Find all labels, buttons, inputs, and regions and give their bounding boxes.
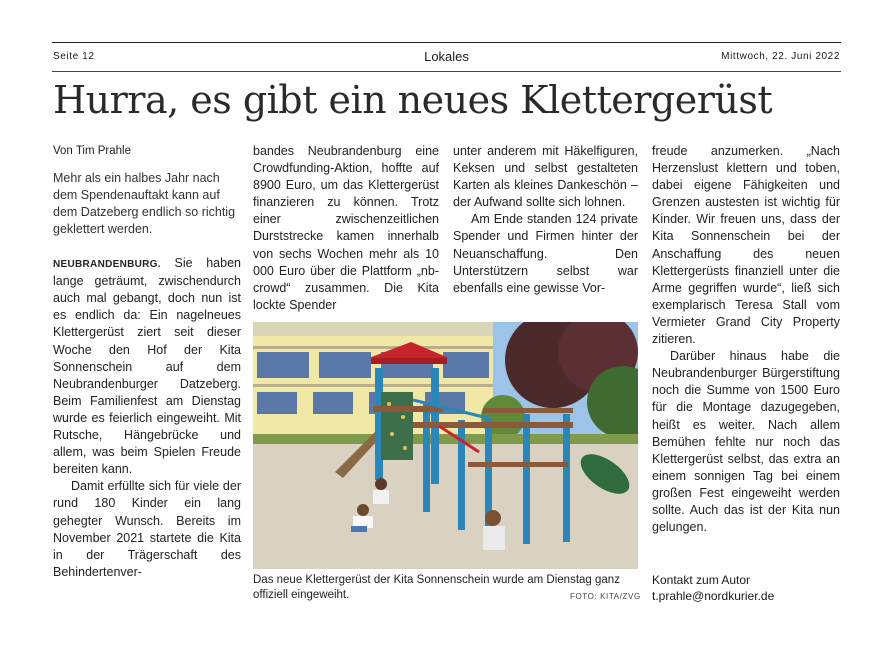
body-paragraph-2: Damit erfüllte sich für viele der rund 180 Kinder ein lang gehegter Wunsch. Bereits im November 2021 startete die Kita in der Trägerschaft des Behindertenver-: [53, 479, 241, 579]
body-paragraph-7: Darüber hinaus habe die Neubrandenburger Bürgerstiftung noch die Summe von 1500 Euro für die Montage dazugegeben, heißt es weiter. Nach allem Bemühen fehlte nur noch das Klettergerüst selbst, das extra an einem sonnigen Tag bei einem großen Fest eingeweiht werden sollte. Auch das ist der Kita nun gelungen.: [652, 349, 840, 535]
body-paragraph-1-text: Sie haben lange geträumt, zwischendurch auch mal gebangt, doch nun ist es endlich da: Ein nagelneues Klettergerüst ziert seit dieser Woche den Hof der Kita Sonnenschein auf dem Neubrandenburger Datzeberg. Beim Familienfest am Dienstag wurde es feierlich eingeweiht. Mit Rutsche, Hängebrücke und allem, was beim Spielen Freude bereiten kann.: [53, 256, 241, 477]
author-contact: [652, 573, 840, 604]
body-paragraph-5: Am Ende standen 124 private Spender und Firmen hinter der Neuanschaffung. Den Unterstützern selbst war ebenfalls eine gewisse Vor-: [453, 212, 638, 295]
column-1: [53, 143, 241, 581]
article-photo: [253, 322, 638, 569]
byline: Von Tim Prahle: [53, 145, 131, 157]
body-paragraph-6: freude anzumerken. „Nach Herzenslust klettern und toben, dabei eigene Fähigkeiten und Grenzen austesten ist wichtig für Kinder. Wir freuen uns, dass der Kita Sonnenschein bei der Anschaffung des neuen Klettergerüsts finanziell unter die Arme gegriffen wurde“, ließ sich exemplarisch Teresa Stall vom Vermieter Grand City Property zitieren.: [652, 144, 840, 347]
dateline: NEUBRANDENBURG.: [53, 259, 161, 271]
contact-email: t.prahle@nordkurier.de: [652, 588, 775, 603]
lead-paragraph: Mehr als ein halbes Jahr nach dem Spendenauftakt kann auf dem Datzeberg endlich so richtig geklettert werden.: [53, 171, 236, 237]
playground-illustration: [253, 322, 638, 569]
contact-label: Kontakt zum Autor: [652, 573, 751, 587]
body-paragraph-4: unter anderem mit Häkelfiguren, Keksen und selbst gestalteten Karten als kleines Dankeschön – der Aufwand sollte sich lohnen.: [453, 144, 638, 210]
header-rule: [52, 71, 841, 72]
top-rule: [52, 42, 841, 43]
column-3: [453, 143, 638, 297]
body-paragraph-1: [53, 255, 241, 478]
body-paragraph-3: bandes Neubrandenburg eine Crowdfunding-Aktion, hoffte auf 8900 Euro, um das Klettergerüst finanzieren zu können. Trotz einer zwischenzeitlichen Durststrecke kamen innerhalb von sechs Wochen mehr als 10 000 Euro über die Plattform „nb-crowd“ zusammen. Die Kita lockte Spender: [253, 144, 439, 312]
page-number: Seite 12: [53, 51, 95, 62]
photo-caption: Das neue Klettergerüst der Kita Sonnenschein wurde am Dienstag ganz offiziell eingeweiht.: [253, 574, 620, 601]
photo-credit: FOTO: KITA/ZVG: [570, 592, 641, 601]
column-2: [253, 143, 439, 314]
issue-date: Mittwoch, 22. Juni 2022: [721, 51, 840, 62]
column-4: [652, 143, 840, 536]
headline: Hurra, es gibt ein neues Klettergerüst: [53, 78, 773, 122]
section-title: Lokales: [424, 49, 469, 64]
